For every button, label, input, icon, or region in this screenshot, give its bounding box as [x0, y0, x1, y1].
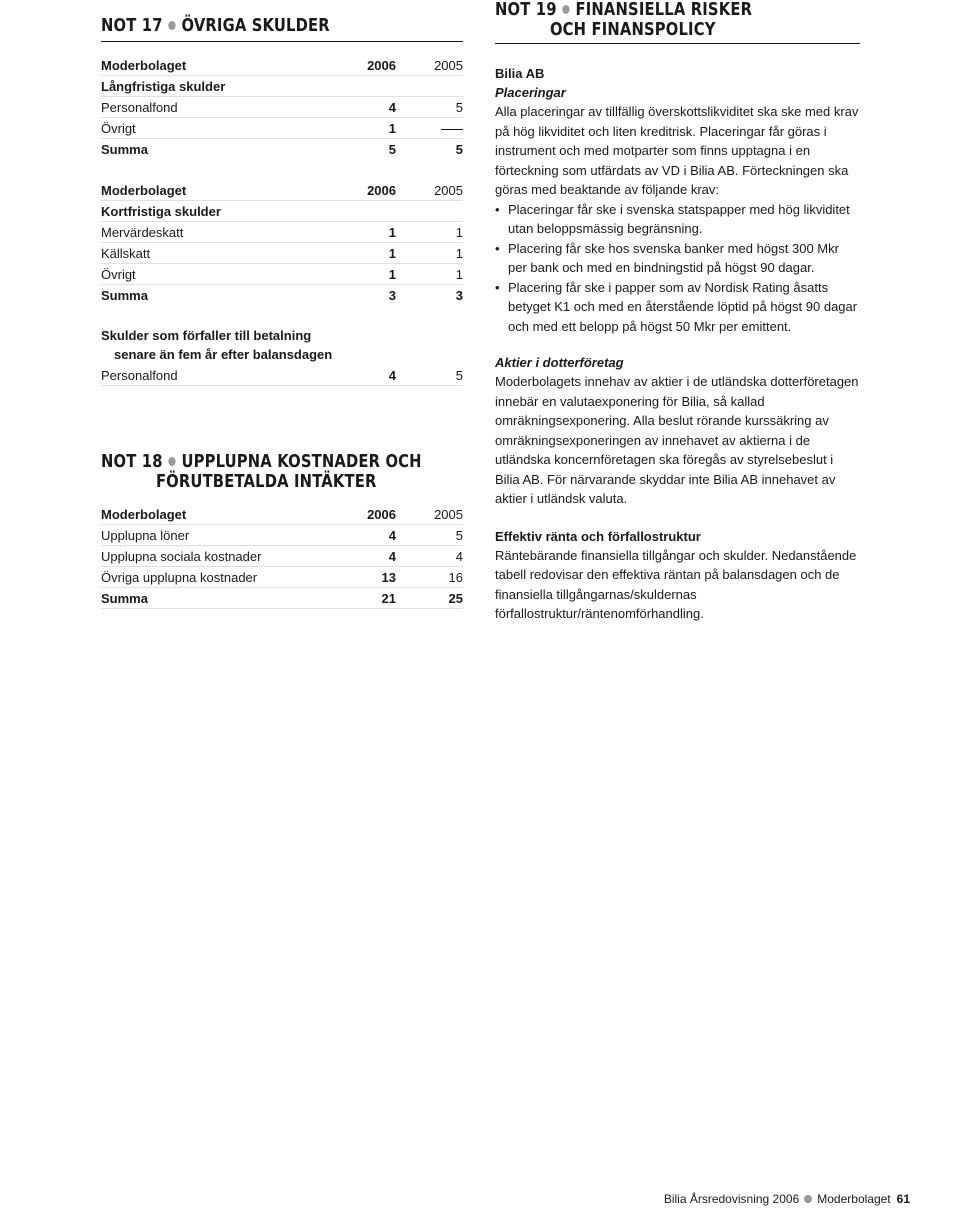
note19-heading [495, 0, 794, 40]
row-label: Övrigt [101, 264, 326, 285]
list-item: • Placering får ske i papper som av Nordisk Rating åsatts betyget K1 och med en återstående löptid på högst 90 dagar och med ett belopp på högst 50 Mkr per emittent. [495, 278, 860, 337]
table-subheader-continued: senare än fem år efter balansdagen [114, 347, 333, 362]
row-label: Personalfond [101, 97, 326, 118]
table-row [101, 264, 463, 285]
row-value-2005: 1 [396, 264, 463, 285]
table-row [101, 222, 463, 243]
sum-label: Summa [101, 141, 148, 157]
row-value-2005: 5 [396, 365, 463, 386]
table-sum-row [101, 285, 463, 306]
table-subheader: Långfristiga skulder [101, 76, 463, 97]
table-subheader: Kortfristiga skulder [101, 201, 463, 222]
table-subheader-row [101, 201, 463, 222]
sum-value-2005: 5 [455, 141, 463, 157]
year-2005-header: 2005 [396, 504, 463, 525]
table-sum-row [101, 588, 463, 609]
year-2006-header: 2006 [326, 180, 396, 201]
table-header-row [101, 55, 463, 76]
year-2006-header: 2006 [326, 55, 396, 76]
company-name: Bilia AB [495, 66, 545, 81]
sum-value-2006: 5 [388, 141, 396, 157]
note18-title-line2: FÖRUTBETALDA INTÄKTER [155, 471, 377, 492]
table-row [101, 546, 463, 567]
row-value-2006: 4 [326, 525, 396, 546]
row-label: Övriga upplupna kostnader [101, 567, 326, 588]
note18-title-line1: UPPLUPNA KOSTNADER OCH [181, 451, 422, 472]
row-value-2006: 1 [326, 243, 396, 264]
row-value-2005: 5 [396, 97, 463, 118]
sum-value-2006: 21 [326, 588, 396, 609]
table-header-label: Moderbolaget [101, 504, 326, 525]
note17-number: NOT 17 [101, 15, 163, 36]
list-item: • Placeringar får ske i svenska statspapper med hög likviditet utan beloppsmässig begränsning. [495, 200, 860, 239]
left-column [101, 0, 463, 609]
right-column [495, 0, 860, 624]
table-subheader-row [101, 76, 463, 97]
row-label: Mervärdeskatt [101, 222, 326, 243]
row-value-2006: 1 [326, 222, 396, 243]
page-footer [664, 1192, 910, 1206]
note19-title-line1: FINANSIELLA RISKER [575, 0, 753, 20]
bullet-dot-icon [168, 457, 175, 466]
year-2006-header: 2006 [326, 504, 396, 525]
row-value-2005: 5 [396, 525, 463, 546]
note17-title: ÖVRIGA SKULDER [181, 15, 330, 36]
table-subheader: Skulder som förfaller till betalning [101, 328, 312, 343]
row-label: Upplupna löner [101, 525, 326, 546]
note17-table-long-maturity [101, 365, 463, 386]
row-value-2005: 4 [396, 546, 463, 567]
table-header-row [101, 180, 463, 201]
effektiv-text: Räntebärande finansiella tillgångar och skulder. Nedanstående tabell redovisar den effektiva räntan på balansdagen och de finansiella tillgångarnas/skuldernas förfallostruktur/räntenomförhandling. [495, 547, 857, 621]
sum-label: Summa [101, 588, 326, 609]
note17-table-longterm [101, 55, 463, 159]
table-sum-row [101, 139, 463, 160]
note17-long-maturity-block [101, 326, 463, 386]
row-value-2006: 13 [326, 567, 396, 588]
sum-label: Summa [101, 287, 148, 303]
note18-heading [101, 451, 422, 492]
sum-value-2005: 25 [396, 588, 463, 609]
note17-heading [101, 16, 398, 36]
row-label: Personalfond [101, 365, 326, 386]
effektiv-heading: Effektiv ränta och förfallostruktur [495, 528, 701, 544]
sum-value-2006: 3 [388, 287, 396, 303]
row-value-2005: 16 [396, 567, 463, 588]
row-value-2005: 1 [396, 222, 463, 243]
row-value-2005 [396, 118, 463, 139]
sum-value-2005: 3 [455, 287, 463, 303]
table-header-row [101, 504, 463, 525]
bullet-dot-icon [168, 21, 175, 30]
aktier-heading: Aktier i dotterföretag [495, 355, 624, 370]
note18-number: NOT 18 [101, 451, 163, 472]
row-label: Källskatt [101, 243, 326, 264]
row-value-2005: 1 [396, 243, 463, 264]
row-value-2006: 4 [326, 365, 396, 386]
note17-table-shortterm [101, 180, 463, 305]
year-2005-header: 2005 [396, 55, 463, 76]
aktier-text: Moderbolagets innehav av aktier i de utländska dotterföretagen innebär en valutaexponering för Bilia, så kallad omräkningsexponering. Alla beslut rörande kurssäkring av omräkningsexponeringen av innehavet av aktierna i de utländska koncernföretagen ska föregås av styrelsebeslut i Bilia AB. För närvarande skyddar inte Bilia AB innehavet av aktier i utländsk valuta. [495, 374, 859, 506]
heading-rule [101, 41, 463, 42]
note19-title-line2: OCH FINANSPOLICY [549, 19, 716, 40]
table-row [101, 525, 463, 546]
note18-table [101, 504, 463, 609]
row-value-2006: 4 [326, 546, 396, 567]
note19-number: NOT 19 [495, 0, 557, 20]
placeringar-heading: Placeringar [495, 85, 566, 100]
row-label: Upplupna sociala kostnader [101, 546, 326, 567]
table-row [101, 243, 463, 264]
table-header-label: Moderbolaget [101, 55, 326, 76]
row-value-2006: 1 [326, 264, 396, 285]
table-row [101, 118, 463, 139]
row-value-2006: 1 [326, 118, 396, 139]
footer-report-title: Bilia Årsredovisning 2006 [663, 1192, 800, 1206]
page-number: 61 [896, 1192, 910, 1206]
list-item: • Placering får ske hos svenska banker med högst 300 Mkr per bank och med en bindningstid på högst 90 dagar. [495, 239, 860, 278]
year-2005-header: 2005 [396, 180, 463, 201]
table-row [101, 97, 463, 118]
bullet-dot-icon [562, 5, 569, 14]
table-row [101, 365, 463, 386]
table-row [101, 567, 463, 588]
table-header-label: Moderbolaget [101, 180, 326, 201]
bullet-dot-icon [804, 1195, 812, 1203]
dash-value [441, 128, 463, 130]
placeringar-text: Alla placeringar av tillfällig överskottslikviditet ska ske med krav på hög likviditet och liten kreditrisk. Placeringar får göras i instrument och med motparter som finns upptagna i en förteckning som utfärdats av VD i Bilia AB. Förteckningen ska göras med beaktande av följande krav: [495, 104, 859, 197]
row-value-2006: 4 [326, 97, 396, 118]
footer-section: Moderbolaget [817, 1192, 891, 1206]
row-label: Övrigt [101, 118, 326, 139]
requirements-list [495, 200, 860, 337]
heading-rule [495, 43, 860, 44]
